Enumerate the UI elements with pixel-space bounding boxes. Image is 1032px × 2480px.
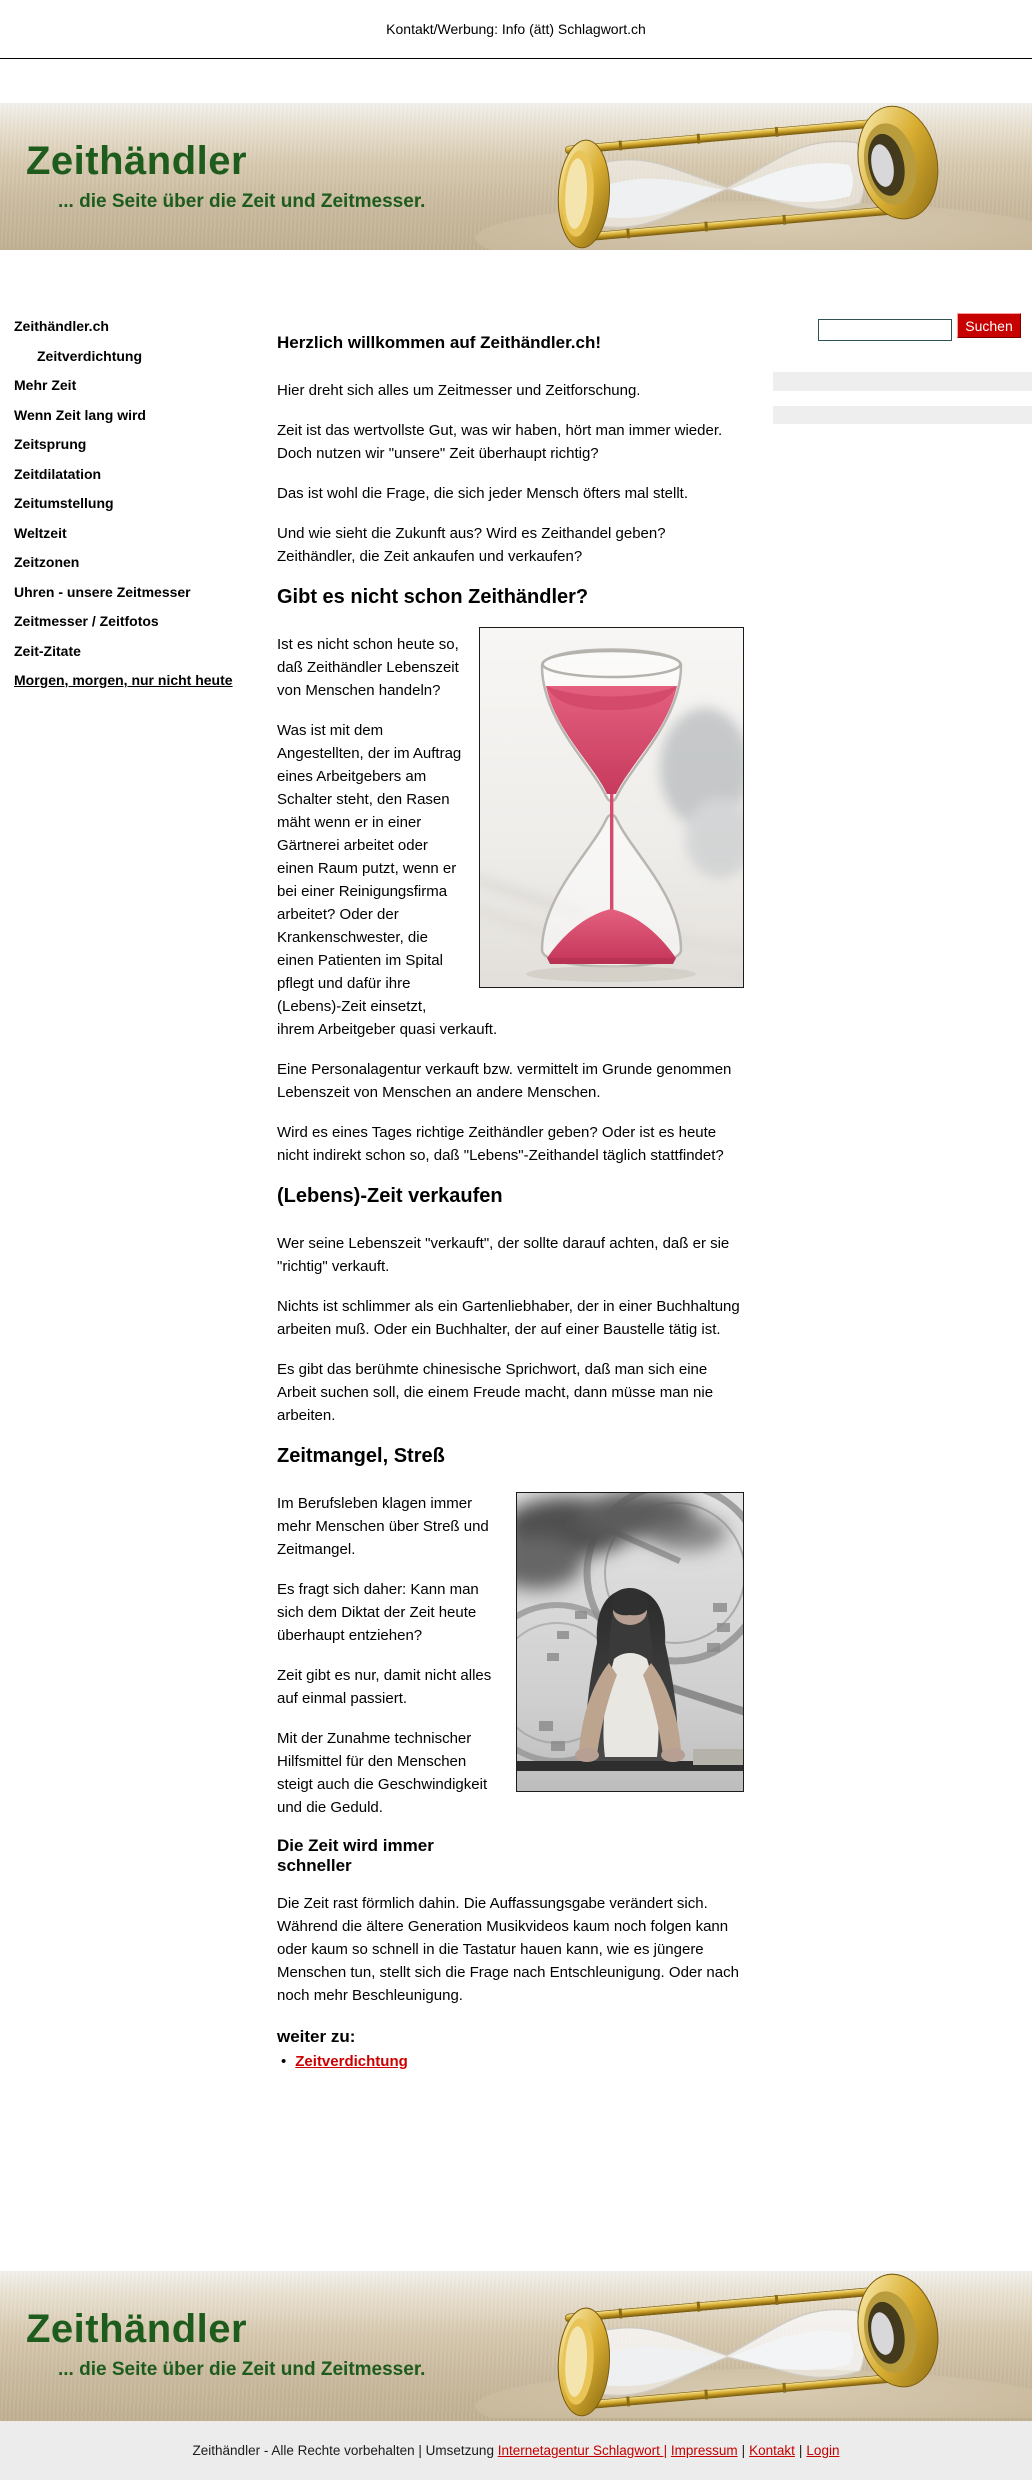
nav-item-wenn-zeit-lang-wird[interactable]: Wenn Zeit lang wird <box>14 406 146 423</box>
footer-link-internetagentur[interactable]: Internetagentur Schlagwort | <box>497 2443 668 2458</box>
paragraph: Zeit gibt es nur, damit nicht alles auf einmal passiert. <box>277 1667 492 1707</box>
nav-item-zeitsprung[interactable]: Zeitsprung <box>14 436 87 452</box>
site-title: Zeithändler <box>26 139 248 183</box>
contact-text: Kontakt/Werbung: Info (ätt) Schlagwort.ch <box>386 21 646 37</box>
nav-item-zeit-zitate[interactable]: Zeit-Zitate <box>14 642 81 659</box>
stressed-girl-photo <box>516 1492 744 1792</box>
paragraph: Eine Personalagentur verkauft bzw. vermittelt im Grunde genommen Lebenszeit von Menschen an andere Menschen. <box>277 1061 732 1101</box>
nav-item-zeithaendler[interactable]: Zeithändler.ch <box>14 318 109 334</box>
nav-item-morgen[interactable]: Morgen, morgen, nur nicht heute <box>14 672 233 688</box>
copyright-text: Zeithändler - Alle Rechte vorbehalten | Umsetzung <box>192 2443 494 2458</box>
search-input[interactable] <box>818 319 952 341</box>
footer-link-impressum[interactable]: Impressum <box>670 2443 738 2458</box>
paragraph: Nichts ist schlimmer als ein Gartenliebhaber, der in einer Buchhaltung arbeiten muß. Oder ein Buchhalter, der auf einer Baustelle tätig ist. <box>277 1298 740 1338</box>
section-heading-zeitmangel: Zeitmangel, Streß <box>277 1445 445 1467</box>
section-heading-schneller: Die Zeit wird immer schneller <box>277 1836 434 1875</box>
topbar <box>0 0 1032 59</box>
zeitverdichtung-link[interactable]: Zeitverdichtung <box>295 2053 408 2070</box>
paragraph: Im Berufsleben klagen immer mehr Menschen über Streß und Zeitmangel. <box>277 1495 489 1558</box>
paragraph: Zeit ist das wertvollste Gut, was wir haben, hört man immer wieder. Doch nutzen wir "unsere" Zeit überhaupt richtig? <box>277 422 723 462</box>
paragraph: Mit der Zunahme technischer Hilfsmittel für den Menschen steigt auch die Geschwindigkeit und die Geduld. <box>277 1730 488 1816</box>
footer-link-login[interactable]: Login <box>806 2443 840 2458</box>
paragraph: Was ist mit dem Angestellten, der im Auftrag eines Arbeitgebers am Schalter steht, den Rasen mäht wenn er in einer Gärtnerei arbeitet oder einen Raum putzt, wenn er bei einer Reinigungsfirma arbeitet? Oder der Krankenschwester, die einen Patienten im Spital pflegt und dafür ihre (Lebens)-Zeit einsetzt, ihrem Arbeitgeber quasi verkauft. <box>277 722 498 1038</box>
bullet-icon: • <box>281 2052 287 2070</box>
search-button[interactable]: Suchen <box>957 313 1021 338</box>
hourglass-banner-art <box>470 103 1032 250</box>
separator: | <box>741 2443 746 2458</box>
weiter-zu-label: weiter zu: <box>277 2027 356 2046</box>
paragraph: Hier dreht sich alles um Zeitmesser und Zeitforschung. <box>277 382 641 399</box>
paragraph: Ist es nicht schon heute so, daß Zeithändler Lebenszeit von Menschen handeln? <box>277 636 459 699</box>
nav-item-zeitverdichtung[interactable]: Zeitverdichtung <box>37 347 143 364</box>
right-placeholder-bar <box>773 372 1032 391</box>
right-placeholder-bar <box>773 406 1032 424</box>
paragraph: Das ist wohl die Frage, die sich jeder Mensch öfters mal stellt. <box>277 485 688 502</box>
nav-item-weltzeit[interactable]: Weltzeit <box>14 524 67 541</box>
pink-hourglass-photo <box>479 627 744 988</box>
paragraph: Es fragt sich daher: Kann man sich dem Diktat der Zeit heute überhaupt entziehen? <box>277 1581 479 1644</box>
hourglass-banner-art <box>470 2271 1032 2418</box>
paragraph: Wer seine Lebenszeit "verkauft", der sollte darauf achten, daß er sie "richtig" verkauft. <box>277 1235 730 1275</box>
main-content <box>277 333 744 2073</box>
nav-item-mehr-zeit[interactable]: Mehr Zeit <box>14 377 77 393</box>
nav-item-zeitumstellung[interactable]: Zeitumstellung <box>14 495 114 511</box>
site-tagline: ... die Seite über die Zeit und Zeitmesser. <box>58 191 426 212</box>
footer-banner <box>0 2271 1032 2421</box>
nav-item-zeitmesser-zeitfotos[interactable]: Zeitmesser / Zeitfotos <box>14 613 159 629</box>
section-heading-lebenszeit: (Lebens)-Zeit verkaufen <box>277 1185 503 1207</box>
page-title: Herzlich willkommen auf Zeithändler.ch! <box>277 333 602 352</box>
header-banner <box>0 103 1032 250</box>
separator: | <box>798 2443 803 2458</box>
footer-link-kontakt[interactable]: Kontakt <box>749 2443 795 2458</box>
site-title: Zeithändler <box>26 2307 248 2351</box>
section-heading-zeithaendler: Gibt es nicht schon Zeithändler? <box>277 586 589 608</box>
paragraph: Und wie sieht die Zukunft aus? Wird es Zeithandel geben? Zeithändler, die Zeit ankaufen und verkaufen? <box>277 525 666 565</box>
paragraph: Wird es eines Tages richtige Zeithändler geben? Oder ist es heute nicht indirekt schon so, daß "Lebens"-Zeithandel täglich stattfindet? <box>277 1124 724 1164</box>
paragraph: Die Zeit rast förmlich dahin. Die Auffassungsgabe verändert sich. Während die ältere Generation Musikvideos kaum noch folgen kann oder kaum so schnell in die Tastatur hauen kann, wie es jüngere Menschen tun, stellt sich die Frage nach Entschleunigung. Oder nach noch mehr Beschleunigung. <box>277 1895 739 2004</box>
nav-item-zeitdilatation[interactable]: Zeitdilatation <box>14 465 102 482</box>
site-tagline: ... die Seite über die Zeit und Zeitmesser. <box>58 2359 426 2380</box>
footer <box>0 2421 1032 2480</box>
paragraph: Es gibt das berühmte chinesische Sprichwort, daß man sich eine Arbeit suchen soll, die einem Freude macht, dann müsse man nie arbeiten. <box>277 1361 714 1424</box>
nav-item-zeitzonen[interactable]: Zeitzonen <box>14 554 80 570</box>
nav-item-uhren[interactable]: Uhren - unsere Zeitmesser <box>14 583 191 600</box>
main-nav <box>14 318 266 702</box>
